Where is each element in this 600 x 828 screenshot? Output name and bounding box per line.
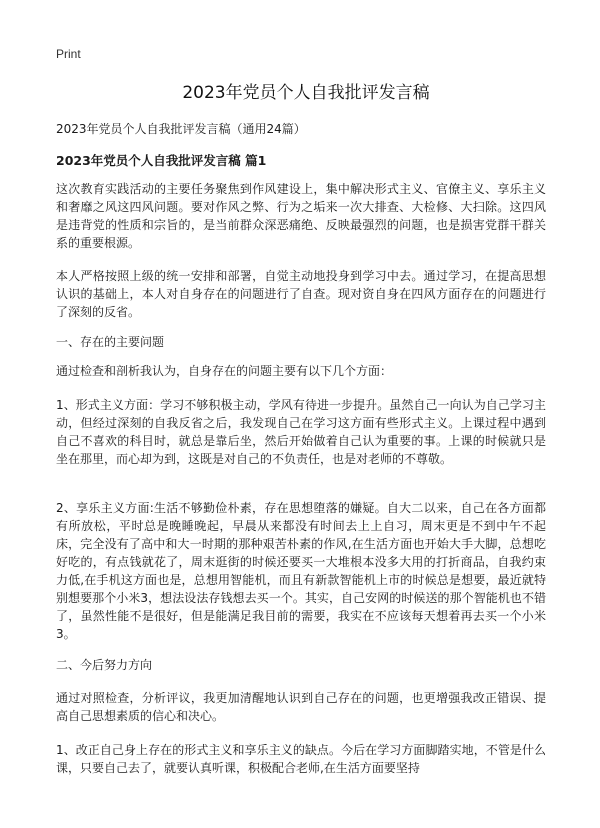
paragraph: 本人严格按照上级的统一安排和部署，自觉主动地投身到学习中去。通过学习，在提高思想认识的基础上，本人对自身存在的问题进行了自查。现对资自身在四风方面存在的问题进行了深刻的反省。: [56, 269, 546, 319]
subheading: 二、今后努力方向: [56, 658, 153, 672]
paragraph: 通过检查和剖析我认为，自身存在的问题主要有以下几个方面：: [56, 364, 393, 378]
paragraph: 这次教育实践活动的主要任务聚焦到作风建设上，集中解决形式主义、官僚主义、享乐主义和奢靡之风这四风问题。要对作风之弊、行为之垢来一次大排查、大检修、大扫除。这四风是违背党的性质和宗旨的，是当前群众深恶痛绝、反映最强烈的问题，也是损害党群干群关系的重要根源。: [56, 182, 546, 250]
print-label[interactable]: Print: [56, 47, 81, 61]
document-subtitle: 2023年党员个人自我批评发言稿（通用24篇）: [56, 122, 306, 136]
page-title: 2023年党员个人自我批评发言稿: [182, 83, 430, 103]
section-heading: 2023年党员个人自我批评发言稿 篇1: [56, 153, 267, 168]
paragraph: 1、改正自己身上存在的形式主义和享乐主义的缺点。今后在学习方面脚踏实地，不管是什么课，只要自己去了，就要认真听课，积极配合老师,在生活方面要坚持: [56, 743, 546, 775]
paragraph: 通过对照检查，分析评议，我更加清醒地认识到自己存在的问题，也更增强我改正错误、提高自己思想素质的信心和决心。: [56, 691, 546, 723]
paragraph: 1、形式主义方面：学习不够积极主动，学风有待进一步提升。虽然自己一向认为自己学习主动，但经过深刻的自我反省之后，我发现自己在学习这方面有些形式主义。上课过程中遇到自己不喜欢的科目时，就总是靠后坐，然后开始做着自己认为重要的事。上课的时候就只是坐在那里，而心却为到，这既是对自己的不负责任，也是对老师的不尊敬。: [56, 398, 546, 466]
subheading: 一、存在的主要问题: [56, 335, 165, 349]
paragraph: 2、享乐主义方面:生活不够勤俭朴素，存在思想堕落的嫌疑。自大二以来，自己在各方面都有所放松，平时总是晚睡晚起，早晨从来都没有时间去上上自习，周末更是不到中午不起床，完全没有了高中和大一时期的那种艰苦朴素的作风,在生活方面也开始大手大脚，总想吃好吃的，有点钱就花了，周末逛街的时候还要买一大堆根本没多大用的打折商品，自我约束力低,在手机这方面也是，总想用智能机，而且有新款智能机上市的时候总是想要，最近就特别想要那个小米3，想法设法存钱想去买一个。其实，自己安网的时候送的那个智能机也不错了，虽然性能不是很好，但是能满足我目前的需要，我实在不应该每天想着再去买一个小米3。: [56, 501, 546, 641]
